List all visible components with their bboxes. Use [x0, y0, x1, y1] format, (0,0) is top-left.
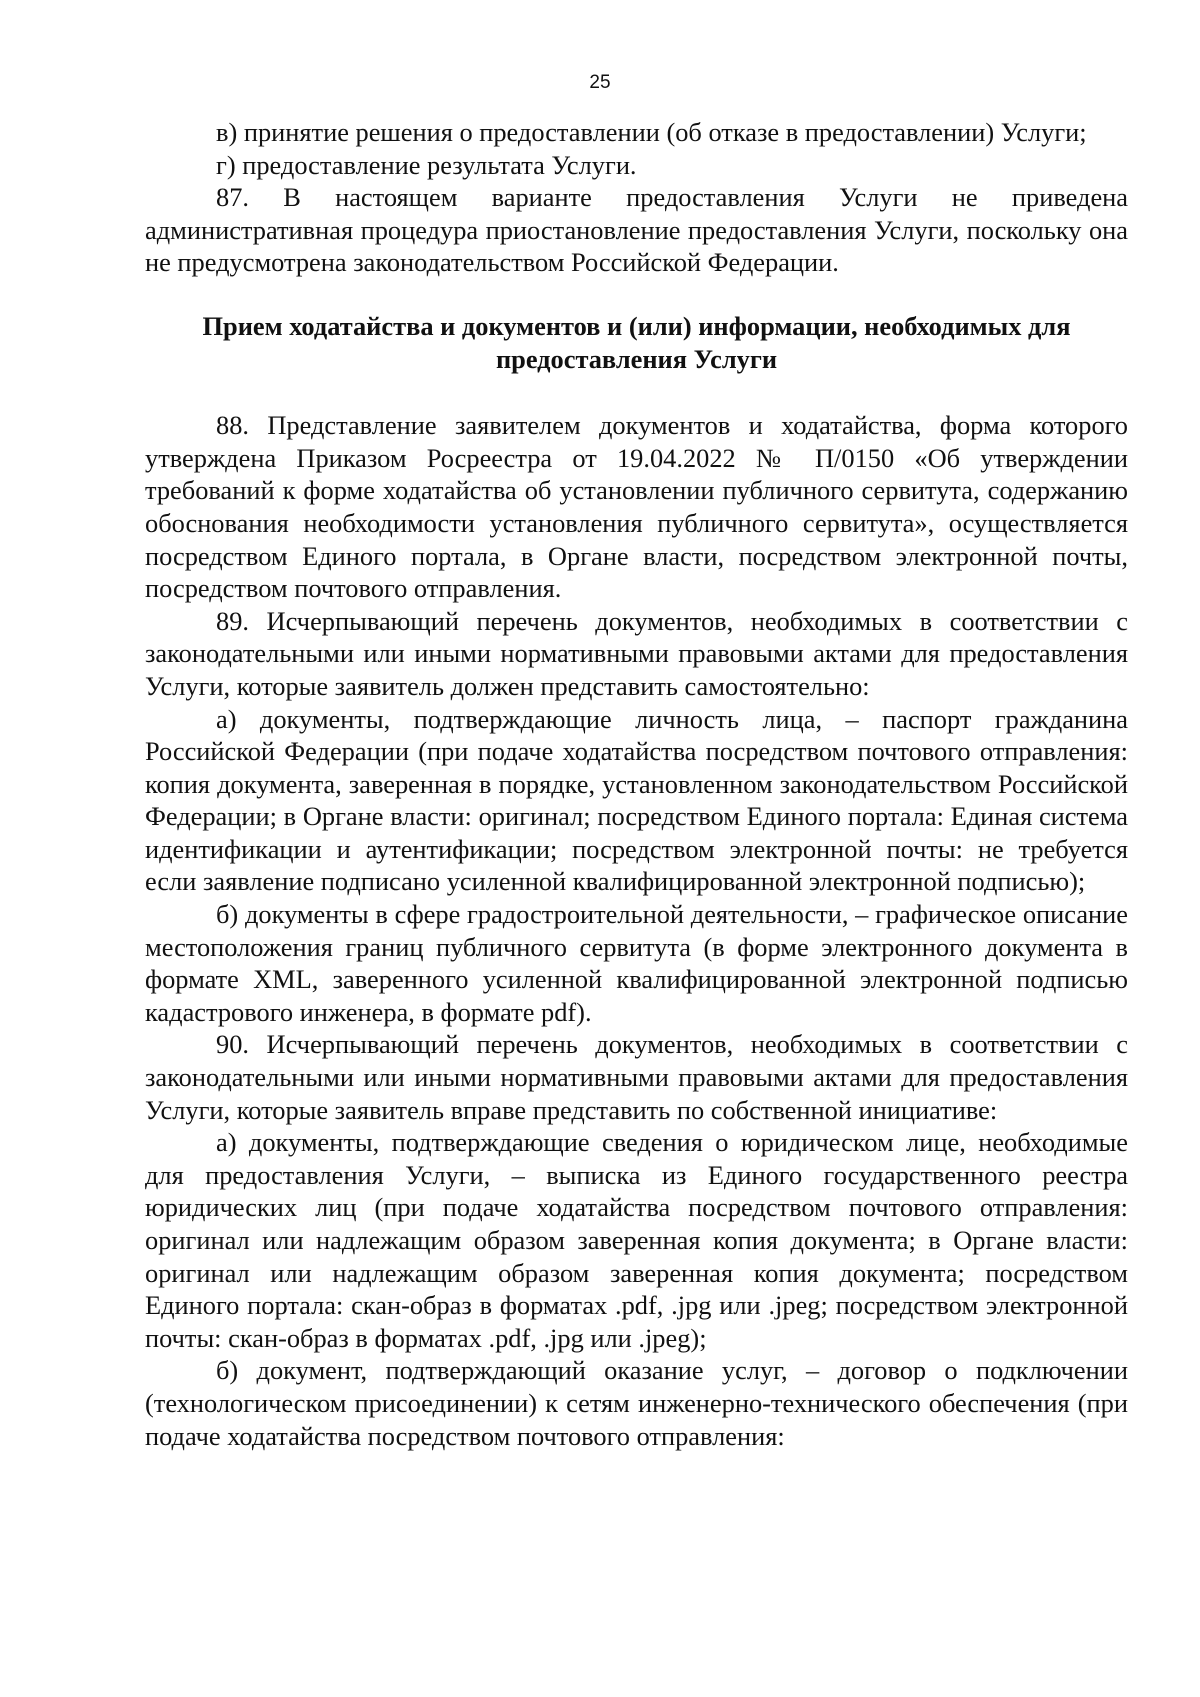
- paragraph-86-g: г) предоставление результата Услуги.: [216, 149, 637, 180]
- paragraph-87: 87. В настоящем варианте предоставления Услуги не приведена административная процедура приостановление предоставления Услуги, поскольку она не предусмотрена законодательством Российской Федерации.: [145, 182, 1128, 278]
- paragraph-90: 90. Исчерпывающий перечень документов, необходимых в соответствии с законодательными или иными нормативными правовыми актами для предоставления Услуги, которые заявитель вправе представить по собственной инициативе:: [145, 1029, 1128, 1125]
- document-body: [145, 116, 1128, 1452]
- paragraph-86-v: в) принятие решения о предоставлении (об отказе в предоставлении) Услуги;: [216, 117, 1087, 147]
- section-heading: Прием ходатайства и документов и (или) информации, необходимых для предоставления Услуги: [202, 310, 1071, 374]
- paragraph-90-b: б) документ, подтверждающий оказание услуг, – договор о подключении (технологическом присоединении) к сетям инженерно-технического обеспечения (при подаче ходатайства посредством почтового отправления:: [145, 1355, 1128, 1451]
- paragraph-88: 88. Представление заявителем документов и ходатайства, форма которого утверждена Приказом Росреестра от 19.04.2022 № П/0150 «Об утверждении требований к форме ходатайства об установлении публичного сервитута, содержанию обоснования необходимости установления публичного сервитута», осуществляется посредством Единого портала, в Органе власти, посредством электронной почты, посредством почтового отправления.: [145, 410, 1128, 604]
- page-number: 25: [589, 72, 611, 93]
- paragraph-89: 89. Исчерпывающий перечень документов, необходимых в соответствии с законодательными или иными нормативными правовыми актами для предоставления Услуги, которые заявитель должен представить самостоятельно:: [145, 605, 1128, 701]
- paragraph-89-a: а) документы, подтверждающие личность лица, – паспорт гражданина Российской Федерации (при подаче ходатайства посредством почтового отправления: копия документа, заверенная в порядке, установленном законодательством Российской Федерации; в Органе власти: оригинал; посредством Единого портала: Единая система идентификации и аутентификации; посредством электронной почты: не требуется если заявление подписано усиленной квалифицированной электронной подписью);: [145, 703, 1128, 897]
- paragraph-89-b: б) документы в сфере градостроительной деятельности, – графическое описание местоположения границ публичного сервитута (в форме электронного документа в формате XML, заверенного усиленной квалифицированной электронной подписью кадастрового инженера, в формате pdf).: [145, 899, 1128, 1027]
- paragraph-90-a: а) документы, подтверждающие сведения о юридическом лице, необходимые для предоставления Услуги, – выписка из Единого государственного реестра юридических лиц (при подаче ходатайства посредством почтового отправления: оригинал или надлежащим образом заверенная копия документа; в Органе власти: оригинал или надлежащим образом заверенная копия документа; посредством Единого портала: скан-образ в форматах .pdf, .jpg или .jpeg; посредством электронной почты: скан-образ в форматах .pdf, .jpg или .jpeg);: [145, 1127, 1128, 1353]
